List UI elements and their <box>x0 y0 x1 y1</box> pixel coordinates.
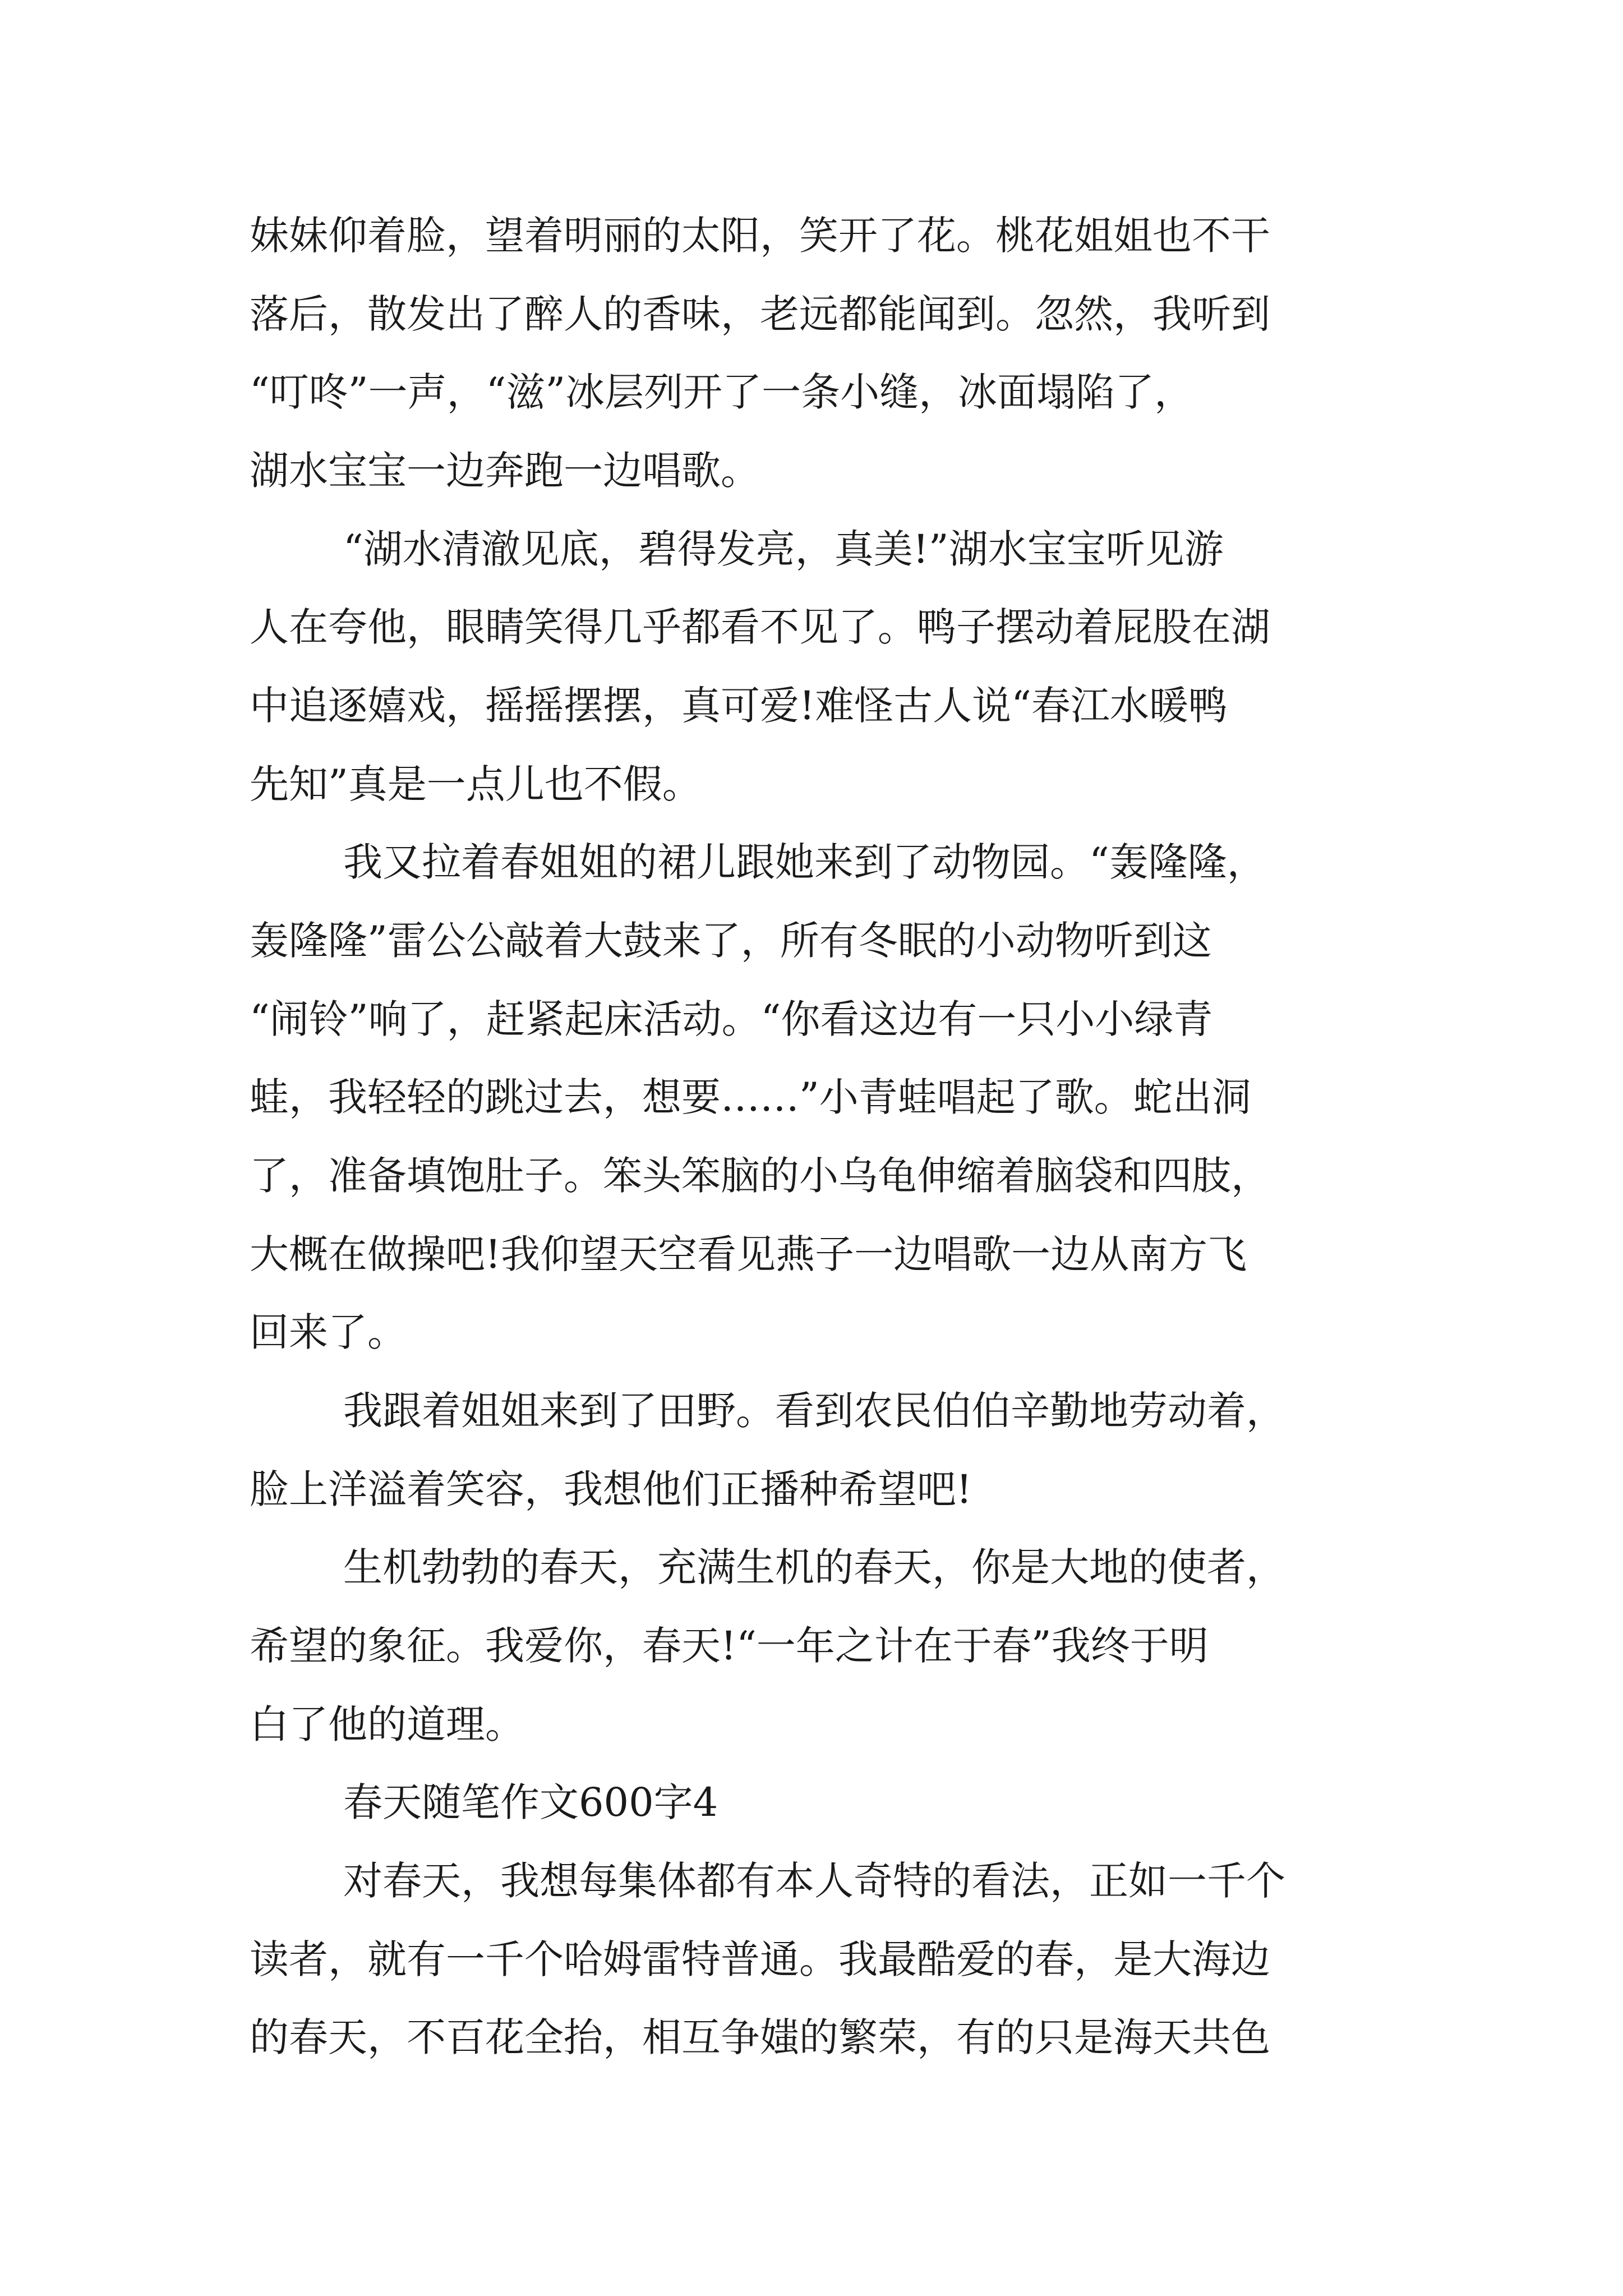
text-line: 对春天，我想每集体都有本人奇特的看法，正如一千个 <box>343 1858 1285 1904</box>
text-line: 我跟着姐姐来到了田野。看到农民伯伯辛勤地劳动着， <box>343 1388 1285 1434</box>
text-line: “闹铃”响了，赶紧起床活动。“你看这边有一只小小绿青 <box>250 996 1213 1042</box>
text-line: 落后，散发出了醉人的香味，老远都能闻到。忽然，我听到 <box>250 291 1270 337</box>
text-line: 湖水宝宝一边奔跑一边唱歌。 <box>250 448 760 494</box>
section-heading: 春天随笔作文600字4 <box>343 1779 718 1825</box>
text-line: 的春天，不百花全抬，相互争媸的繁荣，有的只是海天共色 <box>250 2014 1270 2060</box>
text-line: 中追逐嬉戏，摇摇摆摆，真可爱!难怪古人说“春江水暖鸭 <box>250 683 1228 729</box>
text-line: 先知”真是一点儿也不假。 <box>250 761 702 807</box>
text-line: 白了他的道理。 <box>250 1701 524 1747</box>
text-line: 了，准备填饱肚子。笨头笨脑的小乌龟伸缩着脑袋和四肢， <box>250 1153 1270 1199</box>
text-line: 人在夸他，眼睛笑得几乎都看不见了。鸭子摆动着屁股在湖 <box>250 604 1270 650</box>
text-line: 读者，就有一千个哈姆雷特普通。我最酷爱的春，是大海边 <box>250 1936 1270 1982</box>
text-line: 回来了。 <box>250 1309 407 1355</box>
text-line: 妹妹仰着脸，望着明丽的太阳，笑开了花。桃花姐姐也不干 <box>250 213 1270 259</box>
text-line: 脸上洋溢着笑容，我想他们正播种希望吧! <box>250 1466 972 1512</box>
text-line: 蛙，我轻轻的跳过去，想要……”小青蛙唱起了歌。蛇出洞 <box>250 1074 1251 1120</box>
text-line: “湖水清澈见底，碧得发亮，真美!”湖水宝宝听见游 <box>343 526 1224 572</box>
text-line: “叮咚”一声，“滋”冰层列开了一条小缝，冰面塌陷了， <box>250 369 1194 415</box>
text-line: 大概在做操吧!我仰望天空看见燕子一边唱歌一边从南方飞 <box>250 1231 1247 1277</box>
text-line: 轰隆隆”雷公公敲着大鼓来了，所有冬眠的小动物听到这 <box>250 918 1212 964</box>
text-line: 生机勃勃的春天，充满生机的春天，你是大地的使者， <box>343 1544 1285 1590</box>
text-line: 希望的象征。我爱你，春天!“一年之计在于春”我终于明 <box>250 1623 1209 1669</box>
text-line: 我又拉着春姐姐的裙儿跟她来到了动物园。“轰隆隆， <box>343 839 1266 885</box>
